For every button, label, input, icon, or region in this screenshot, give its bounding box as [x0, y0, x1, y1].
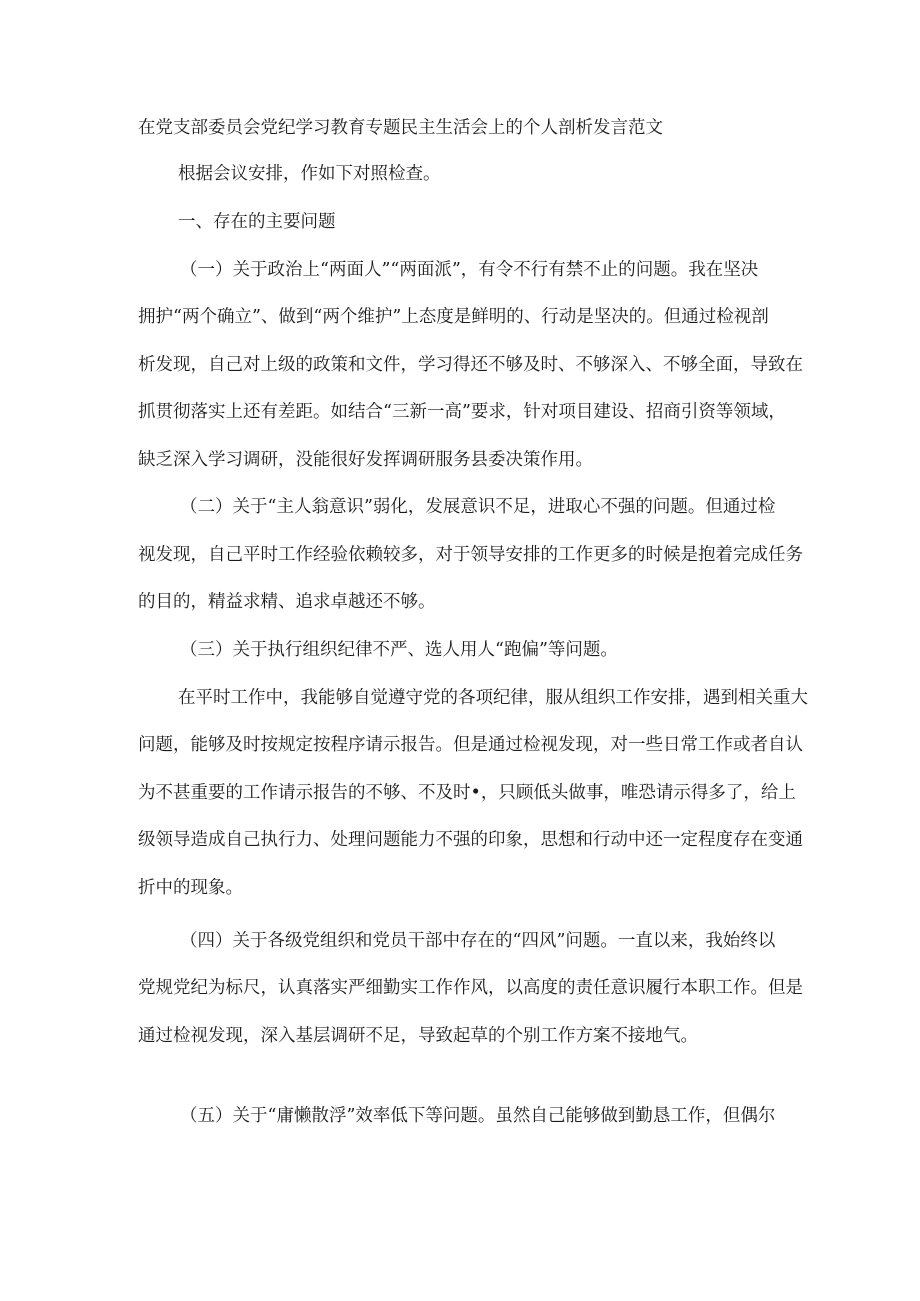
paragraph-line: （二）关于“主人翁意识”弱化，发展意识不足，进取心不强的问题。但通过检: [180, 497, 776, 517]
paragraph-line: 为不甚重要的工作请示报告的不够、不及时•，只顾低头做事，唯恐请示得多了，给上: [138, 783, 796, 803]
paragraph-line: 视发现，自己平时工作经验依赖较多，对于领导安排的工作更多的时候是抱着完成任务: [138, 545, 803, 565]
paragraph-line: （一）关于政治上“两面人”“两面派”，有令不行有禁不止的问题。我在坚决: [180, 260, 759, 280]
paragraph-line: 通过检视发现，深入基层调研不足，导致起草的个别工作方案不接地气。: [138, 1026, 698, 1046]
paragraph-line: 折中的现象。: [138, 878, 243, 898]
paragraph-line: （五）关于“庸懒散浮”效率低下等问题。虽然自己能够做到勤恳工作，但偶尔: [180, 1106, 776, 1126]
paragraph-line: 问题，能够及时按规定按程序请示报告。但是通过检视发现，对一些日常工作或者自认: [138, 735, 803, 755]
subsection-heading: （三）关于执行组织纪律不严、选人用人“跑偏”等问题。: [180, 640, 618, 660]
paragraph-line: 级领导造成自己执行力、处理问题能力不强的印象，思想和行动中还一定程度存在变通: [138, 830, 803, 850]
paragraph-line: 拥护“两个确立”、做到“两个维护”上态度是鲜明的、行动是坚决的。但通过检视剖: [138, 307, 769, 327]
paragraph-line: 的目的，精益求精、追求卓越还不够。: [138, 592, 436, 612]
document-title: 在党支部委员会党纪学习教育专题民主生活会上的个人剖析发言范文: [138, 118, 663, 138]
paragraph-line: 在平时工作中，我能够自觉遵守党的各项纪律，服从组织工作安排，遇到相关重大: [178, 688, 808, 708]
paragraph-line: （四）关于各级党组织和党员干部中存在的“四风”问题。一直以来，我始终以: [180, 931, 776, 951]
paragraph-line: 党规党纪为标尺，认真落实严细勤实工作作风，以高度的责任意识履行本职工作。但是: [138, 978, 803, 998]
paragraph-line: 缺乏深入学习调研，没能很好发挥调研服务县委决策作用。: [138, 450, 593, 470]
paragraph-line: 析发现，自己对上级的政策和文件，学习得还不够及时、不够深入、不够全面，导致在: [138, 355, 803, 375]
paragraph-line: 抓贯彻落实上还有差距。如结合“三新一高”要求，针对项目建设、招商引资等领域，: [138, 402, 786, 422]
intro-paragraph: 根据会议安排，作如下对照检查。: [178, 164, 441, 184]
section-heading: 一、存在的主要问题: [178, 212, 336, 232]
